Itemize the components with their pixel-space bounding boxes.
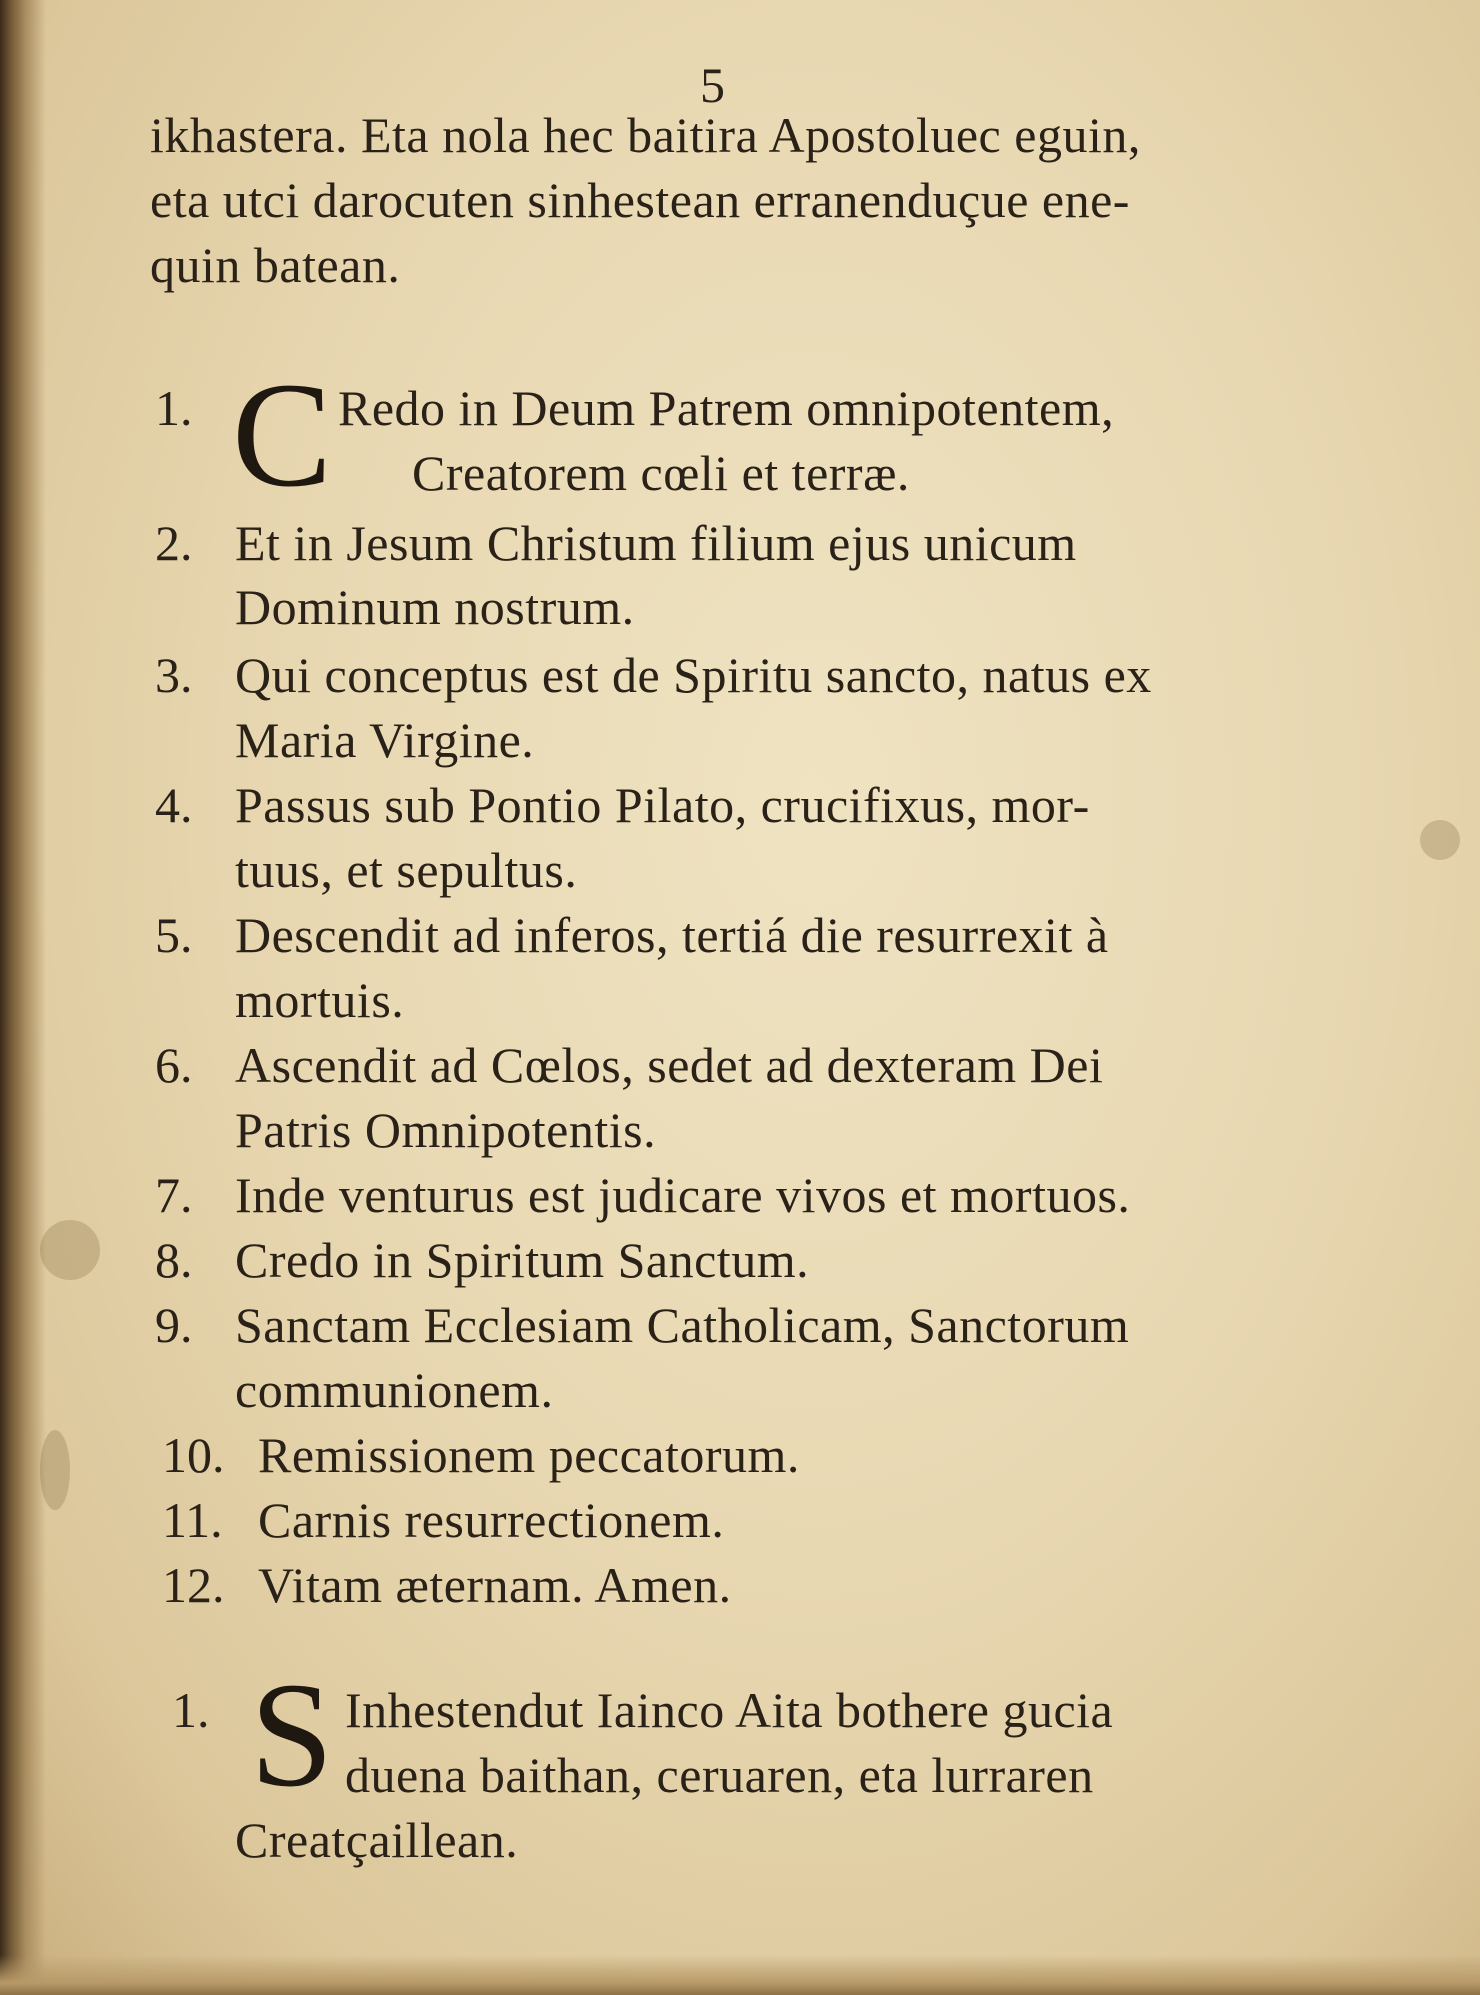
creed-line: Sanctam Ecclesiam Catholicam, Sanctorum bbox=[235, 1297, 1130, 1353]
creed-line: Redo in Deum Patrem omnipotentem, bbox=[338, 380, 1115, 436]
item-number: 2. bbox=[155, 515, 193, 571]
item-number: 7. bbox=[155, 1167, 193, 1223]
item-number: 11. bbox=[162, 1492, 223, 1548]
paper-stain bbox=[40, 1430, 70, 1510]
creed-line: Ascendit ad Cœlos, sedet ad dexteram Dei bbox=[235, 1037, 1104, 1093]
creed-line: tuus, et sepultus. bbox=[235, 842, 578, 898]
item-number: 9. bbox=[155, 1297, 193, 1353]
basque-line: Inhestendut Iainco Aita bothere gucia bbox=[345, 1682, 1114, 1738]
intro-line: ikhastera. Eta nola hec baitira Apostoluec eguin, bbox=[150, 107, 1141, 163]
paper-stain bbox=[40, 1220, 100, 1280]
creed-line: Creatorem cœli et terræ. bbox=[412, 445, 910, 501]
creed-line: mortuis. bbox=[235, 972, 405, 1028]
item-number: 5. bbox=[155, 907, 193, 963]
creed-line: Qui conceptus est de Spiritu sancto, natus ex bbox=[235, 647, 1152, 703]
creed-line: Patris Omnipotentis. bbox=[235, 1102, 657, 1158]
creed-line: Vitam æternam. Amen. bbox=[258, 1557, 732, 1613]
item-number: 12. bbox=[162, 1557, 225, 1613]
intro-line: eta utci darocuten sinhestean erranenduçue ene- bbox=[150, 172, 1130, 228]
page-bottom-edge bbox=[0, 1955, 1480, 1995]
creed-line: Dominum nostrum. bbox=[235, 579, 635, 635]
page-left-edge bbox=[0, 0, 46, 1995]
creed-line: communionem. bbox=[235, 1362, 554, 1418]
creed-line: Passus sub Pontio Pilato, crucifixus, mor- bbox=[235, 777, 1090, 833]
page-number: 5 bbox=[700, 57, 725, 113]
item-number: 1. bbox=[155, 380, 193, 436]
basque-line: duena baithan, ceruaren, eta lurraren bbox=[345, 1747, 1094, 1803]
creed-line: Remissionem peccatorum. bbox=[258, 1427, 800, 1483]
creed-line: Inde venturus est judicare vivos et mortuos. bbox=[235, 1167, 1131, 1223]
drop-cap: C bbox=[232, 352, 333, 518]
drop-cap: S bbox=[250, 1652, 334, 1818]
item-number: 1. bbox=[172, 1682, 210, 1738]
item-number: 3. bbox=[155, 647, 193, 703]
item-number: 8. bbox=[155, 1232, 193, 1288]
creed-line: Carnis resurrectionem. bbox=[258, 1492, 725, 1548]
creed-line: Maria Virgine. bbox=[235, 712, 535, 768]
item-number: 10. bbox=[162, 1427, 225, 1483]
item-number: 6. bbox=[155, 1037, 193, 1093]
item-number: 4. bbox=[155, 777, 193, 833]
creed-line: Et in Jesum Christum filium ejus unicum bbox=[235, 515, 1077, 571]
creed-line: Credo in Spiritum Sanctum. bbox=[235, 1232, 810, 1288]
creed-line: Descendit ad inferos, tertiá die resurrexit à bbox=[235, 907, 1109, 963]
basque-line: Creatçaillean. bbox=[235, 1812, 519, 1868]
intro-line: quin batean. bbox=[150, 237, 401, 293]
paper-stain bbox=[1420, 820, 1460, 860]
